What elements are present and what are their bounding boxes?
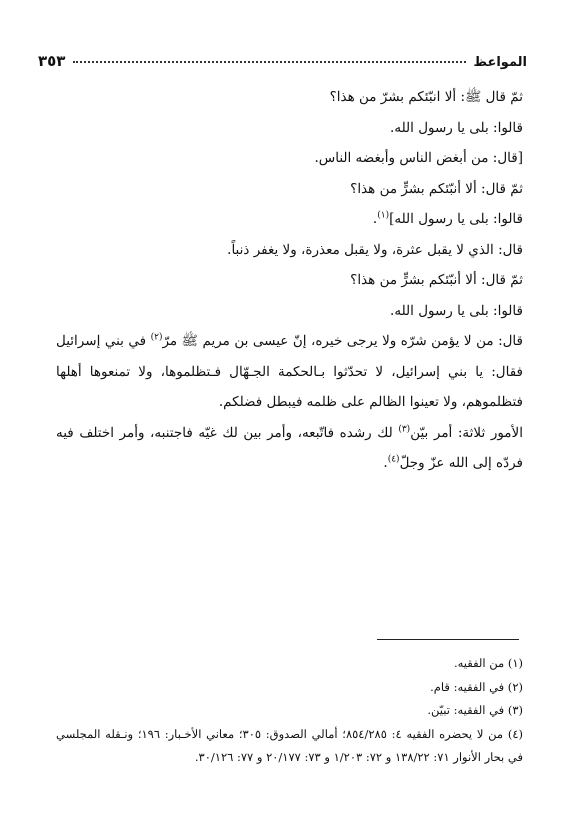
footnote-ref-1: (١)	[377, 210, 390, 221]
page-number: ٣٥٣	[38, 52, 66, 70]
text-line: [قال: من أبغض الناس وأبغضه الناس.	[314, 150, 523, 166]
text-segment: في بني إسرائيل فقال: يا بني إسرائيل، لا تحدّثوا بـالحكمة الجـهّال فـتظلموها، ولا تمنعوها أهلها فتظلموهم، ولا تعينوا الظالم على ظلمه فيبطل فضلكم.	[56, 333, 523, 410]
text-segment: لك رشده فاتّبعه، وأمر بين لك غيّه فاجتنبه، وأمر اختلف فيه فردّه إلى الله عزّ وجلّ	[56, 424, 523, 471]
text-line: ثمّ قال: ألا أنبّئكم بشرٍّ من هذا؟	[350, 180, 523, 197]
footnotes	[56, 652, 523, 770]
text-line: قالوا: بلى يا رسول الله]	[389, 211, 523, 227]
text-segment: الأمور ثلاثة: أمر بيّن	[410, 424, 523, 441]
paragraph-three-matters: الأمور ثلاثة: أمر بيّن$^{(٣)}$ لك رشده فاتّبعه، وأمر بين لك غيّه فاجتنبه، وأمر اختلف فيه فردّه إلى الله عزّ وجلّ$^{(٤)}$.	[56, 424, 523, 471]
page-header	[38, 52, 527, 74]
header-dotted-leader	[73, 61, 465, 63]
footnote-3: (٣) في الفقيه: تبيّن.	[427, 703, 523, 717]
footnote-4: (٤) من لا يحضره الفقيه ٤: ٨٥٤/٢٨٥؛ أمالي الصدوق: ٣٠٥؛ معاني الأخـبار: ١٩٦؛ ونـقله المجلسي في بحار الأنوار ٧١: ١٣٨/٢٢ و ٧٢: ١/٢٠٣ و ٧٣: ٢٠/١٧٧ و ٧٧: ٣٠/١٢٦.	[56, 726, 523, 764]
text-line: ثمّ قال ﷺ: ألا انبّئكم بشرّ من هذا؟	[329, 89, 523, 105]
text-line: قال: الذي لا يقبل عثرة، ولا يقبل معذرة، ولا يغفر ذنباً.	[227, 241, 523, 258]
running-title: المواعظ	[473, 55, 527, 70]
footnote-1: (١) من الفقيه.	[453, 656, 523, 670]
paragraph-isa	[56, 326, 523, 418]
main-text	[56, 82, 523, 479]
text-segment: قال: من لا يؤمن شرّه ولا يرجى خيره، إنّ عيسى بن مريم ﷺ مرّ	[162, 333, 523, 349]
text-line-with-note: قالوا: بلى يا رسول الله]$^{(١)}$.	[372, 210, 523, 227]
footnote-2: (٢) في الفقيه: قام.	[430, 679, 523, 694]
text-line: قالوا: بلى يا رسول الله.	[390, 119, 523, 136]
text-line: قالوا: بلى يا رسول الله.	[390, 302, 523, 319]
footnote-ref-3: (٣)	[398, 424, 411, 434]
footnote-ref-4: (٤)	[387, 454, 400, 465]
footnote-separator	[377, 639, 519, 640]
text-line: ثمّ قال: ألا أنبّئكم بشرٍّ من هذا؟	[350, 272, 523, 288]
footnote-ref-2: (٢)	[150, 332, 163, 343]
